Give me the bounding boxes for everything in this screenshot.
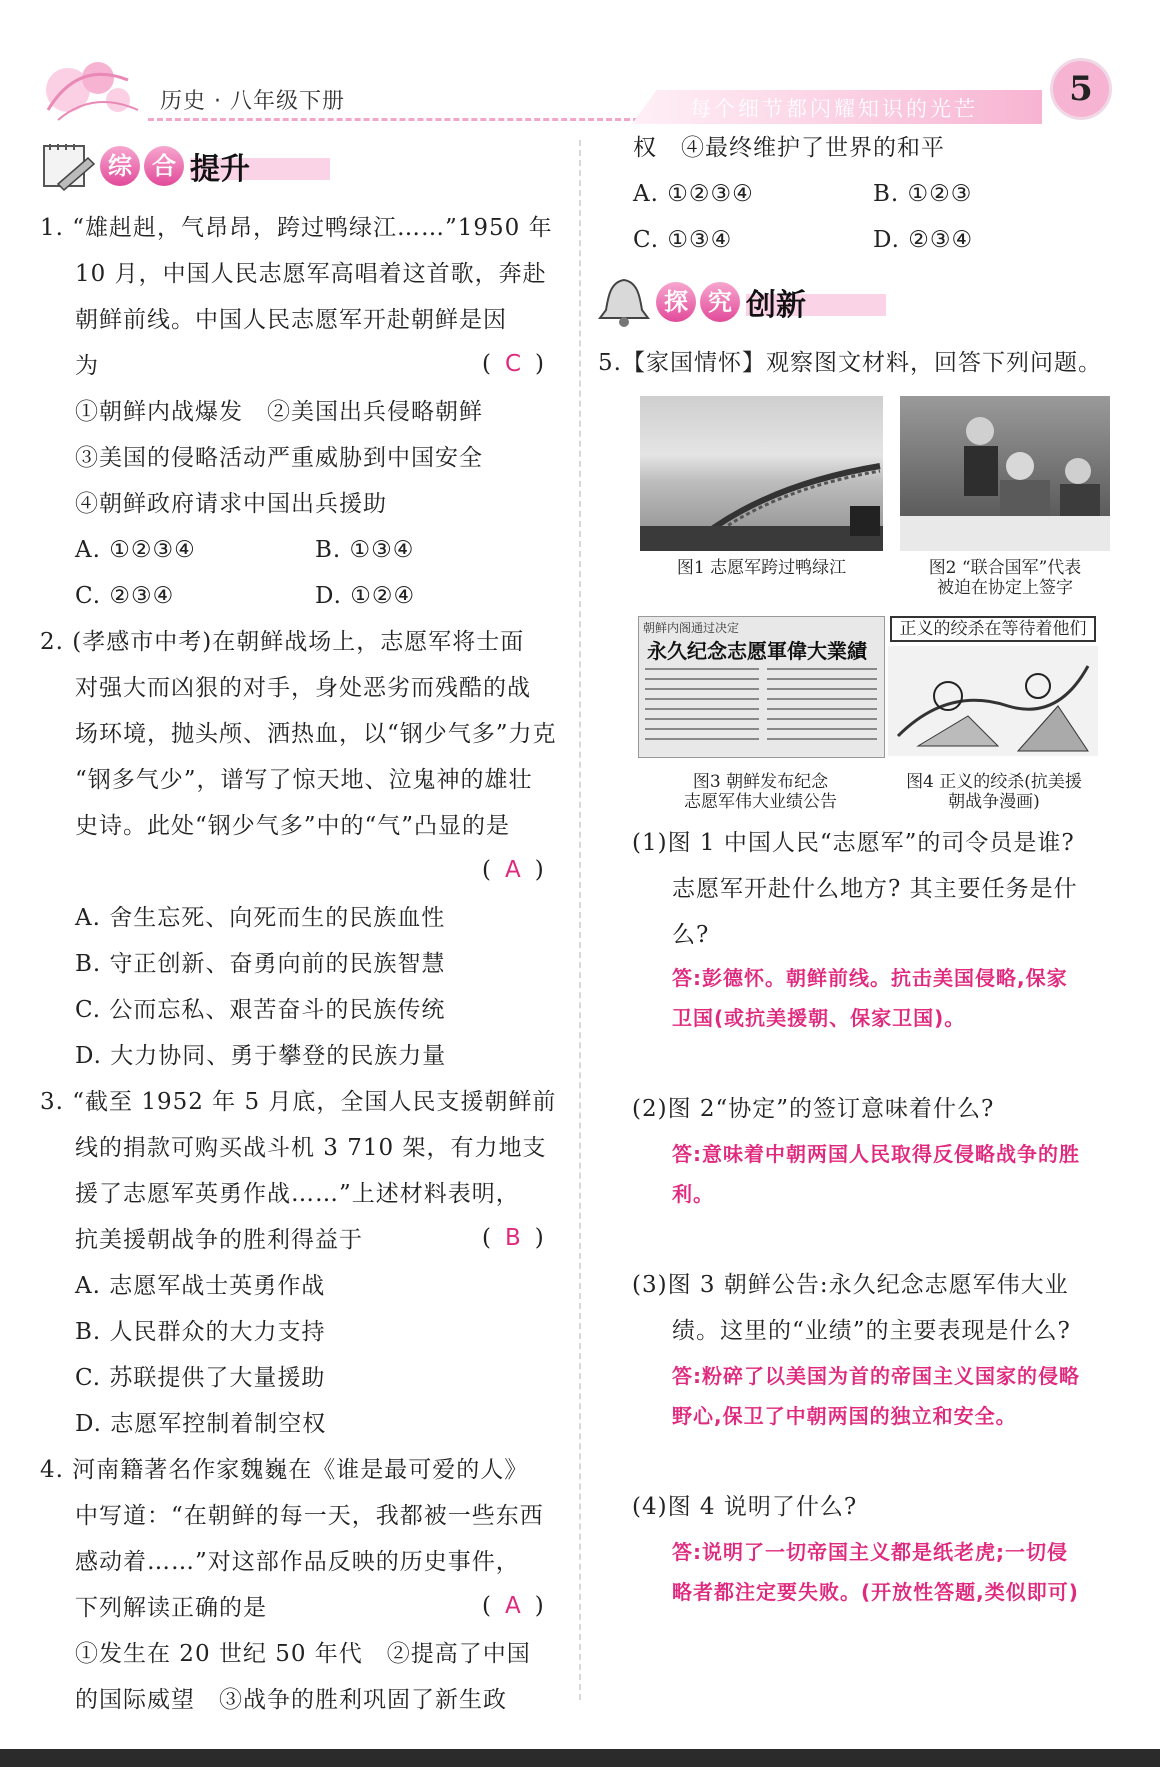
answer-line: 答:说明了一切帝国主义都是纸老虎;一切侵 <box>672 1540 1068 1564</box>
q5-sub2-line: (2)图 2“协定”的签订意味着什么? <box>632 1096 995 1122</box>
figure4-caption-line: 图4 正义的绞杀(抗美援 <box>906 772 1082 792</box>
answer-line: 野心,保卫了中朝两国的独立和安全。 <box>672 1404 1017 1428</box>
figure3-headline: 永久纪念志愿軍偉大業績 <box>647 639 867 663</box>
q1-option: B. ①③④ <box>315 537 415 563</box>
header-divider <box>148 118 648 121</box>
q4-line: 中写道：“在朝鲜的每一天，我都被一些东西 <box>75 1503 544 1529</box>
q5-sub3-answer <box>672 1356 1080 1436</box>
section-title-char: 探 <box>656 282 696 322</box>
answer-line: 答:意味着中朝两国人民取得反侵略战争的胜 <box>672 1142 1080 1166</box>
q3-line: 抗美援朝战争的胜利得益于 <box>75 1227 363 1253</box>
q2-line: 2. (孝感市中考)在朝鲜战场上，志愿军将士面 <box>40 629 525 655</box>
q4-answer-bracket: ( A ) <box>482 1593 544 1619</box>
q1-statement: ④朝鲜政府请求中国出兵援助 <box>75 491 387 517</box>
q1-option: D. ①②④ <box>315 583 416 609</box>
book-title: 历史 · 八年级下册 <box>160 89 345 114</box>
q2-option: D. 大力协同、勇于攀登的民族力量 <box>75 1043 447 1069</box>
q5-intro: 5.【家国情怀】观察图文材料，回答下列问题。 <box>598 350 1102 376</box>
q3-line: 3. “截至 1952 年 5 月底，全国人民支援朝鲜前 <box>40 1089 557 1115</box>
q4-line: 感动着……”对这部作品反映的历史事件， <box>75 1549 520 1575</box>
q4-statement: 权 ④最终维护了世界的和平 <box>633 135 945 161</box>
bridge-crossing-illustration <box>640 396 883 551</box>
figure3-caption <box>638 772 883 812</box>
answer-line: 卫国(或抗美援朝、保家卫国)。 <box>672 1006 966 1030</box>
q1-answer: C <box>504 351 522 377</box>
q2-option: B. 守正创新、奋勇向前的民族智慧 <box>75 951 446 977</box>
q2-line: 史诗。此处“钢少气多”中的“气”凸显的是 <box>75 813 511 839</box>
figure4-caption-line: 朝战争漫画) <box>948 792 1040 812</box>
column-divider <box>579 140 581 1700</box>
q3-option: D. 志愿军控制着制空权 <box>75 1411 327 1437</box>
q5-sub1-line: 么? <box>672 922 710 948</box>
section-title-text: 创新 <box>746 288 806 323</box>
answer-line: 答:彭德怀。朝鲜前线。抗击美国侵略,保家 <box>672 966 1068 990</box>
q1-answer-bracket: ( C ) <box>482 351 545 377</box>
q3-option: C. 苏联提供了大量援助 <box>75 1365 326 1391</box>
q5-sub1-answer <box>672 958 1068 1038</box>
notepad-pencil-icon <box>40 140 96 192</box>
q5-sub3-line: 绩。这里的“业绩”的主要表现是什么? <box>672 1318 1071 1344</box>
figure3-newspaper <box>638 616 885 758</box>
q2-answer-bracket: ( A ) <box>482 857 544 883</box>
section-title-char: 究 <box>700 282 740 322</box>
footer-bar <box>0 1749 1160 1767</box>
bell-icon <box>596 276 652 328</box>
figure4-cartoon <box>888 646 1098 756</box>
q3-line: 线的捐款可购买战斗机 3 710 架，有力地支 <box>75 1135 547 1161</box>
newspaper-text-lines <box>639 661 884 758</box>
figure4-banner: 正义的绞杀在等待着他们 <box>890 616 1096 642</box>
q1-line: 朝鲜前线。中国人民志愿军开赴朝鲜是因 <box>75 307 507 333</box>
q2-answer: A <box>504 857 521 883</box>
q3-option: B. 人民群众的大力支持 <box>75 1319 326 1345</box>
q4-option: C. ①③④ <box>633 227 733 253</box>
q3-option: A. 志愿军战士英勇作战 <box>75 1273 326 1299</box>
figure1-caption: 图1 志愿军跨过鸭绿江 <box>676 558 847 578</box>
q5-sub2-answer <box>672 1134 1080 1214</box>
page-header <box>0 0 1160 140</box>
q1-line: 10 月，中国人民志愿军高唱着这首歌，奔赴 <box>75 261 547 287</box>
figure2-caption <box>900 558 1110 598</box>
q4-option: B. ①②③ <box>873 181 973 207</box>
q4-option: A. ①②③④ <box>633 181 754 207</box>
q4-statement: ①发生在 20 世纪 50 年代 ②提高了中国 <box>75 1641 531 1667</box>
q1-line: 为 <box>75 353 99 379</box>
q1-statement: ①朝鲜内战爆发 ②美国出兵侵略朝鲜 <box>75 399 483 425</box>
figure2-caption-line: 被迫在协定上签字 <box>937 578 1073 598</box>
q5-sub1-line: (1)图 1 中国人民“志愿军”的司令员是谁? <box>632 830 1075 856</box>
figure4-caption <box>888 772 1100 812</box>
answer-line: 利。 <box>672 1182 714 1206</box>
q4-statement: 的国际威望 ③战争的胜利巩固了新生政 <box>75 1687 507 1713</box>
section-title-char: 合 <box>144 146 184 186</box>
signing-scene-illustration <box>900 396 1110 551</box>
q1-line: 1. “雄赳赳，气昂昂，跨过鸭绿江……”1950 年 <box>40 215 553 241</box>
section-title-char: 综 <box>100 146 140 186</box>
q5-sub4-line: (4)图 4 说明了什么? <box>632 1494 858 1520</box>
q5-sub4-answer <box>672 1532 1079 1612</box>
q1-option: C. ②③④ <box>75 583 175 609</box>
page-number: 5 <box>1050 58 1112 120</box>
q4-answer: A <box>504 1593 521 1619</box>
q3-answer: B <box>504 1225 521 1251</box>
figure3-top-text: 朝鲜内阁通过决定 <box>643 621 740 635</box>
q2-line: 对强大而凶狠的对手，身处恶劣而残酷的战 <box>75 675 531 701</box>
floral-ornament-icon <box>38 50 148 130</box>
q1-statement: ③美国的侵略活动严重威胁到中国安全 <box>75 445 483 471</box>
section-title-tanjiu <box>596 276 806 328</box>
section-title-text: 提升 <box>190 152 250 187</box>
answer-line: 略者都注定要失败。(开放性答题,类似即可) <box>672 1580 1079 1604</box>
q5-sub3-line: (3)图 3 朝鲜公告:永久纪念志愿军伟大业 <box>632 1272 1069 1298</box>
q2-line: 场环境，抛头颅、洒热血，以“钢少气多”力克 <box>75 721 557 747</box>
q4-line: 下列解读正确的是 <box>75 1595 267 1621</box>
section-title-zonghe <box>40 140 250 192</box>
q5-sub1-line: 志愿军开赴什么地方? 其主要任务是什 <box>672 876 1078 902</box>
figure2-caption-line: 图2 “联合国军”代表 <box>928 558 1082 578</box>
q2-option: A. 舍生忘死、向死而生的民族血性 <box>75 905 446 931</box>
q2-line: “钢多气少”，谱写了惊天地、泣鬼神的雄壮 <box>75 767 533 793</box>
answer-line: 答:粉碎了以美国为首的帝国主义国家的侵略 <box>672 1364 1080 1388</box>
figure2-photo <box>900 396 1110 551</box>
q4-line: 4. 河南籍著名作家魏巍在《谁是最可爱的人》 <box>40 1457 529 1483</box>
figure3-caption-line: 志愿军伟大业绩公告 <box>684 792 837 812</box>
q4-option: D. ②③④ <box>873 227 974 253</box>
slogan: 每个细节都闪耀知识的光芒 <box>690 97 978 121</box>
q3-answer-bracket: ( B ) <box>482 1225 544 1251</box>
figure3-caption-line: 图3 朝鲜发布纪念 <box>692 772 829 792</box>
q3-line: 援了志愿军英勇作战……”上述材料表明， <box>75 1181 520 1207</box>
q2-option: C. 公而忘私、艰苦奋斗的民族传统 <box>75 997 446 1023</box>
q1-option: A. ①②③④ <box>75 537 196 563</box>
figure1-photo <box>640 396 883 551</box>
cartoon-illustration <box>888 646 1098 756</box>
